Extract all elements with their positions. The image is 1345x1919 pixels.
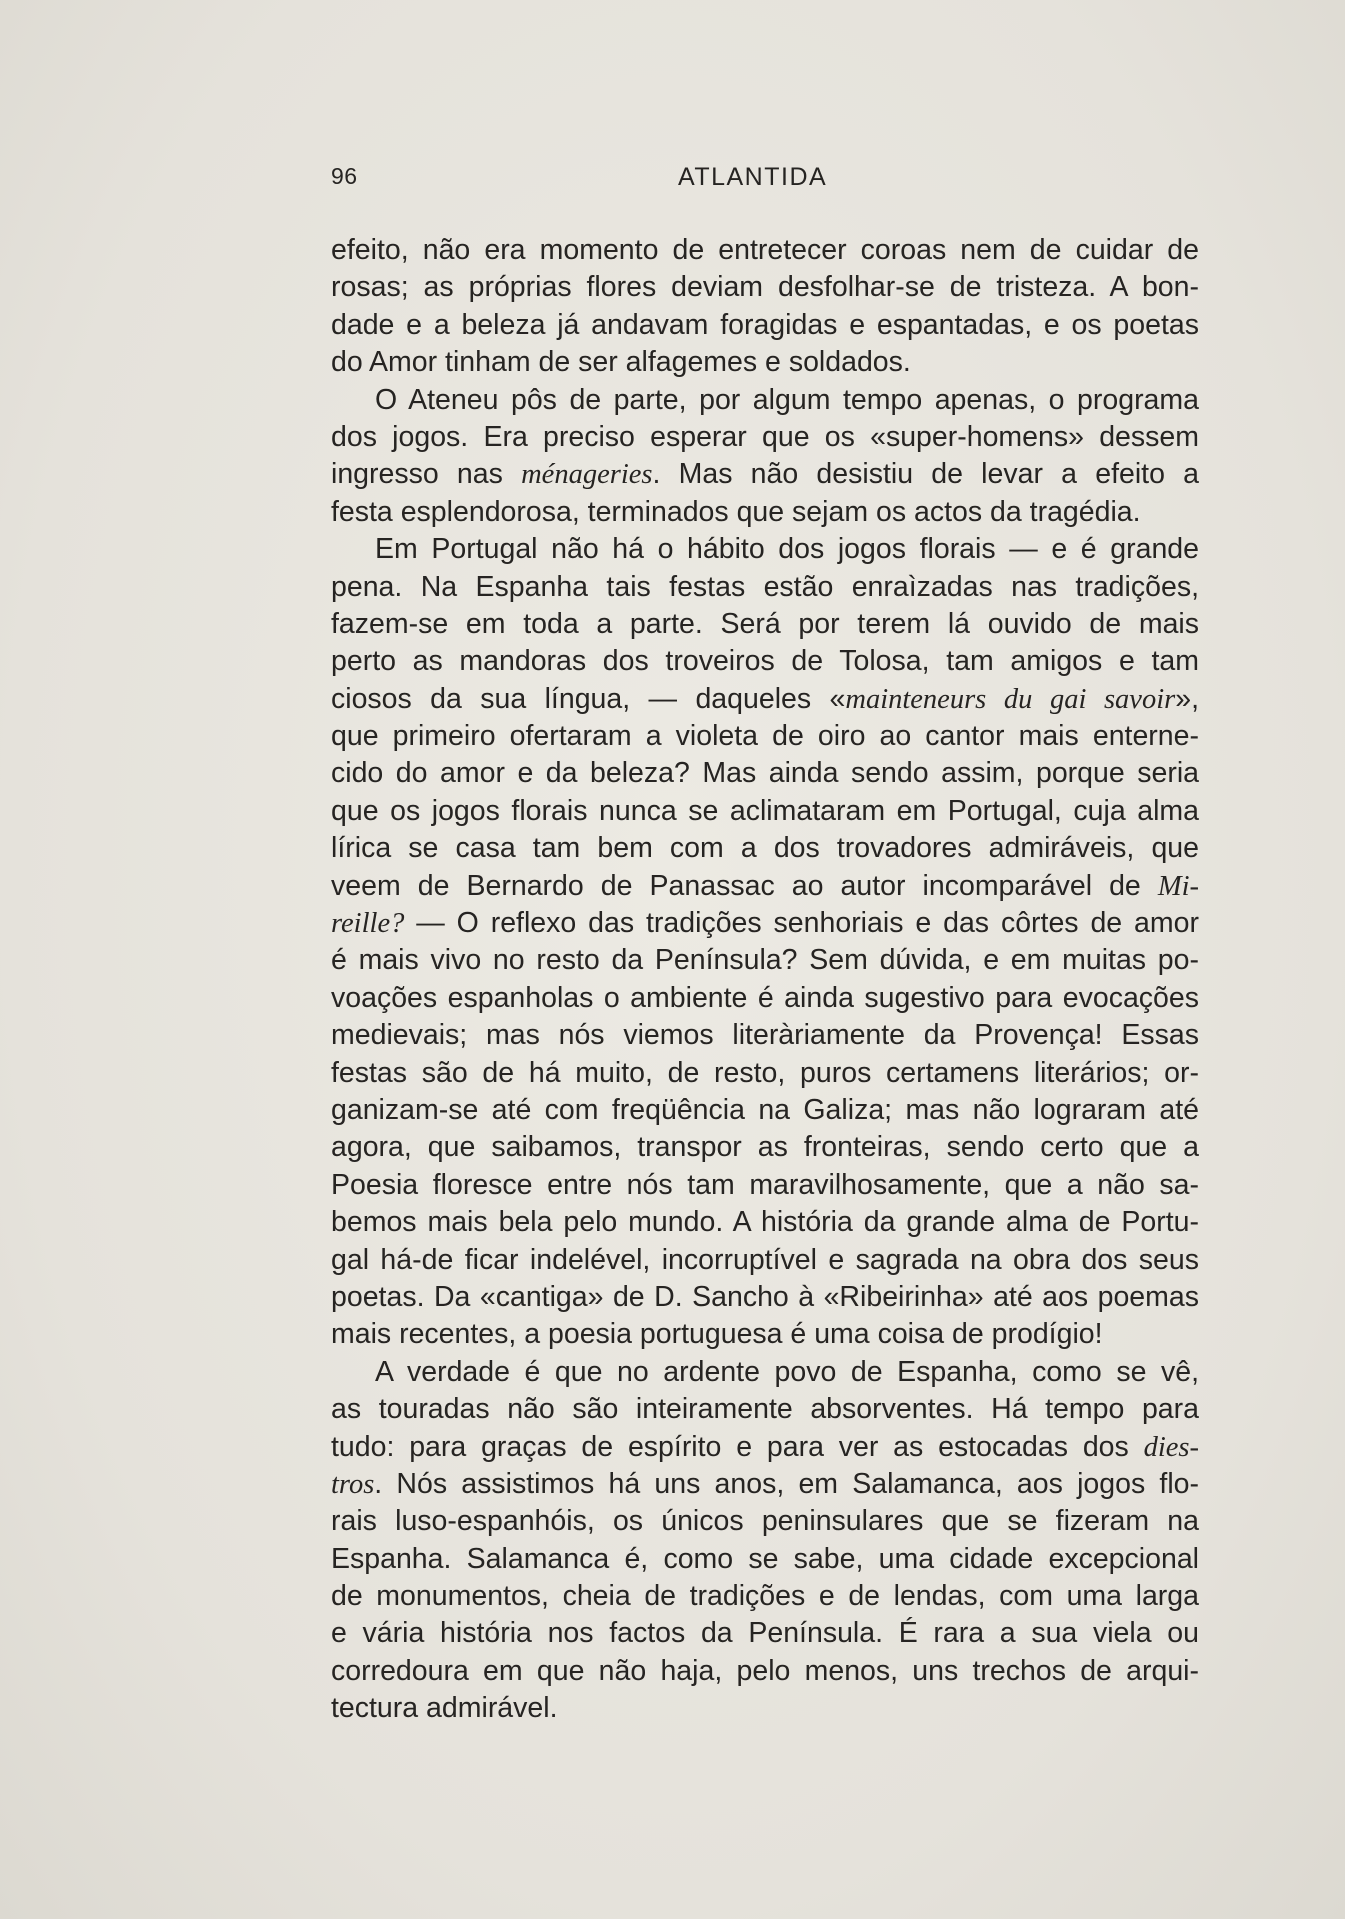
text-line: [331, 1466, 1199, 1503]
text-line: [331, 1615, 1199, 1652]
text-line: [331, 1129, 1199, 1166]
text-line: [331, 1279, 1199, 1316]
italic-text: dies-: [1143, 1431, 1199, 1463]
text-line: [331, 232, 1199, 269]
text-segment: gal há-de ficar indelével, incorruptível e sagrada na obra dos seus: [331, 1243, 1199, 1276]
text-segment: dos jogos. Era preciso esperar que os «super-homens» dessem: [331, 420, 1199, 453]
text-line: [331, 494, 1199, 531]
text-segment: bemos mais bela pelo mundo. A história da grande alma de Portu-: [331, 1206, 1199, 1239]
text-line: [331, 1541, 1199, 1578]
italic-text: ménageries: [521, 459, 653, 491]
text-line: [331, 1055, 1199, 1092]
page-header: [331, 163, 1141, 195]
text-segment: . Nós assistimos há uns anos, em Salamanca, aos jogos flo-: [374, 1467, 1199, 1500]
text-line: [331, 1092, 1199, 1129]
text-segment: ciosos da sua língua, — daqueles «: [331, 682, 846, 715]
text-segment: as touradas não são inteiramente absorventes. Há tempo para: [331, 1393, 1199, 1426]
italic-text: mainteneurs du gai savoir: [845, 683, 1176, 715]
text-segment: corredoura em que não haja, pelo menos, uns trechos de arqui-: [331, 1654, 1199, 1687]
text-line: [331, 1653, 1199, 1690]
text-segment: Poesia floresce entre nós tam maravilhosamente, que a não sa-: [331, 1168, 1199, 1201]
text-line: [331, 1391, 1199, 1428]
text-segment: perto as mandoras dos troveiros de Tolosa, tam amigos e tam: [331, 645, 1199, 678]
text-line: [331, 606, 1199, 643]
text-segment: O Ateneu pôs de parte, por algum tempo apenas, o programa: [375, 383, 1199, 416]
text-line: [331, 942, 1199, 979]
text-segment: ingresso nas: [331, 458, 522, 491]
text-line: [331, 793, 1199, 830]
text-segment: festa esplendorosa, terminados que sejam os actos da tragédia.: [331, 495, 1141, 528]
text-line: [331, 1354, 1199, 1391]
text-line: [331, 269, 1199, 306]
text-line: [331, 905, 1199, 942]
text-line: [331, 830, 1199, 867]
text-segment: »,: [1175, 682, 1199, 715]
text-line: [331, 1017, 1199, 1054]
text-line: [331, 1578, 1199, 1615]
text-segment: veem de Bernardo de Panassac ao autor incomparável de: [331, 869, 1158, 902]
italic-text: reille?: [331, 908, 405, 940]
text-line: [331, 382, 1199, 419]
text-line: [331, 307, 1199, 344]
text-segment: agora, que saibamos, transpor as fronteiras, sendo certo que a: [331, 1131, 1199, 1164]
text-line: [331, 681, 1199, 718]
italic-text: tros: [331, 1468, 375, 1500]
text-segment: cido do amor e da beleza? Mas ainda sendo assim, porque seria: [331, 757, 1199, 790]
text-segment: festas são de há muito, de resto, puros certamens literários; or-: [331, 1056, 1199, 1089]
text-segment: A verdade é que no ardente povo de Espanha, como se vê,: [375, 1355, 1199, 1388]
text-segment: efeito, não era momento de entretecer coroas nem de cuidar de: [331, 234, 1199, 266]
text-segment: poetas. Da «cantiga» de D. Sancho à «Ribeirinha» até aos poemas: [331, 1280, 1199, 1313]
text-segment: Espanha. Salamanca é, como se sabe, uma cidade excepcional: [331, 1542, 1199, 1575]
text-segment: voações espanholas o ambiente é ainda sugestivo para evocações: [331, 981, 1199, 1014]
text-segment: fazem-se em toda a parte. Será por terem lá ouvido de mais: [331, 607, 1199, 640]
text-segment: ganizam-se até com freqüência na Galiza; mas não lograram até: [331, 1093, 1199, 1126]
text-line: [331, 456, 1199, 493]
text-line: [331, 755, 1199, 792]
text-line: [331, 1242, 1199, 1279]
text-line: [331, 868, 1199, 905]
text-segment: que primeiro ofertaram a violeta de oiro ao cantor mais enterne-: [331, 720, 1199, 753]
text-segment: pena. Na Espanha tais festas estão enraìzadas nas tradições,: [331, 570, 1199, 603]
text-segment: do Amor tinham de ser alfagemes e soldados.: [331, 346, 911, 379]
text-line: [331, 569, 1199, 606]
text-line: [331, 1429, 1199, 1466]
text-segment: lírica se casa tam bem com a dos trovadores admiráveis, que: [331, 832, 1199, 865]
text-line: [331, 419, 1199, 456]
text-line: [331, 718, 1199, 755]
text-segment: Em Portugal não há o hábito dos jogos florais — e é grande: [375, 533, 1199, 566]
text-segment: e vária história nos factos da Península. É rara a sua viela ou: [331, 1617, 1199, 1650]
text-segment: é mais vivo no resto da Península? Sem dúvida, e em muitas po-: [331, 944, 1199, 977]
text-segment: de monumentos, cheia de tradições e de lendas, com uma larga: [331, 1580, 1199, 1613]
text-segment: mais recentes, a poesia portuguesa é uma coisa de prodígio!: [331, 1318, 1103, 1351]
running-title: ATLANTIDA: [678, 163, 828, 191]
text-line: [331, 1204, 1199, 1241]
text-segment: rosas; as próprias flores deviam desfolhar-se de tristeza. A bon-: [331, 271, 1199, 304]
text-segment: que os jogos florais nunca se aclimataram em Portugal, cuja alma: [331, 794, 1199, 827]
text-line: [331, 1690, 1199, 1727]
text-line: [331, 344, 1199, 381]
text-line: [331, 531, 1199, 568]
text-line: [331, 980, 1199, 1017]
text-segment: tectura admirável.: [331, 1692, 558, 1725]
text-segment: dade e a beleza já andavam foragidas e espantadas, e os poetas: [331, 308, 1199, 341]
text-line: [331, 1316, 1199, 1353]
text-line: [331, 643, 1199, 680]
italic-text: Mi-: [1157, 870, 1199, 902]
text-segment: . Mas não desistiu de levar a efeito a: [652, 458, 1199, 491]
text-segment: — O reflexo das tradições senhoriais e das côrtes de amor: [404, 907, 1199, 940]
text-line: [331, 1167, 1199, 1204]
text-segment: medievais; mas nós viemos literàriamente da Provença! Essas: [331, 1019, 1199, 1052]
text-segment: tudo: para graças de espírito e para ver as estocadas dos: [331, 1430, 1144, 1463]
page-number: 96: [331, 163, 358, 189]
text-segment: rais luso-espanhóis, os únicos peninsulares que se fizeram na: [331, 1505, 1199, 1538]
body-text: [331, 232, 1199, 1728]
text-line: [331, 1503, 1199, 1540]
